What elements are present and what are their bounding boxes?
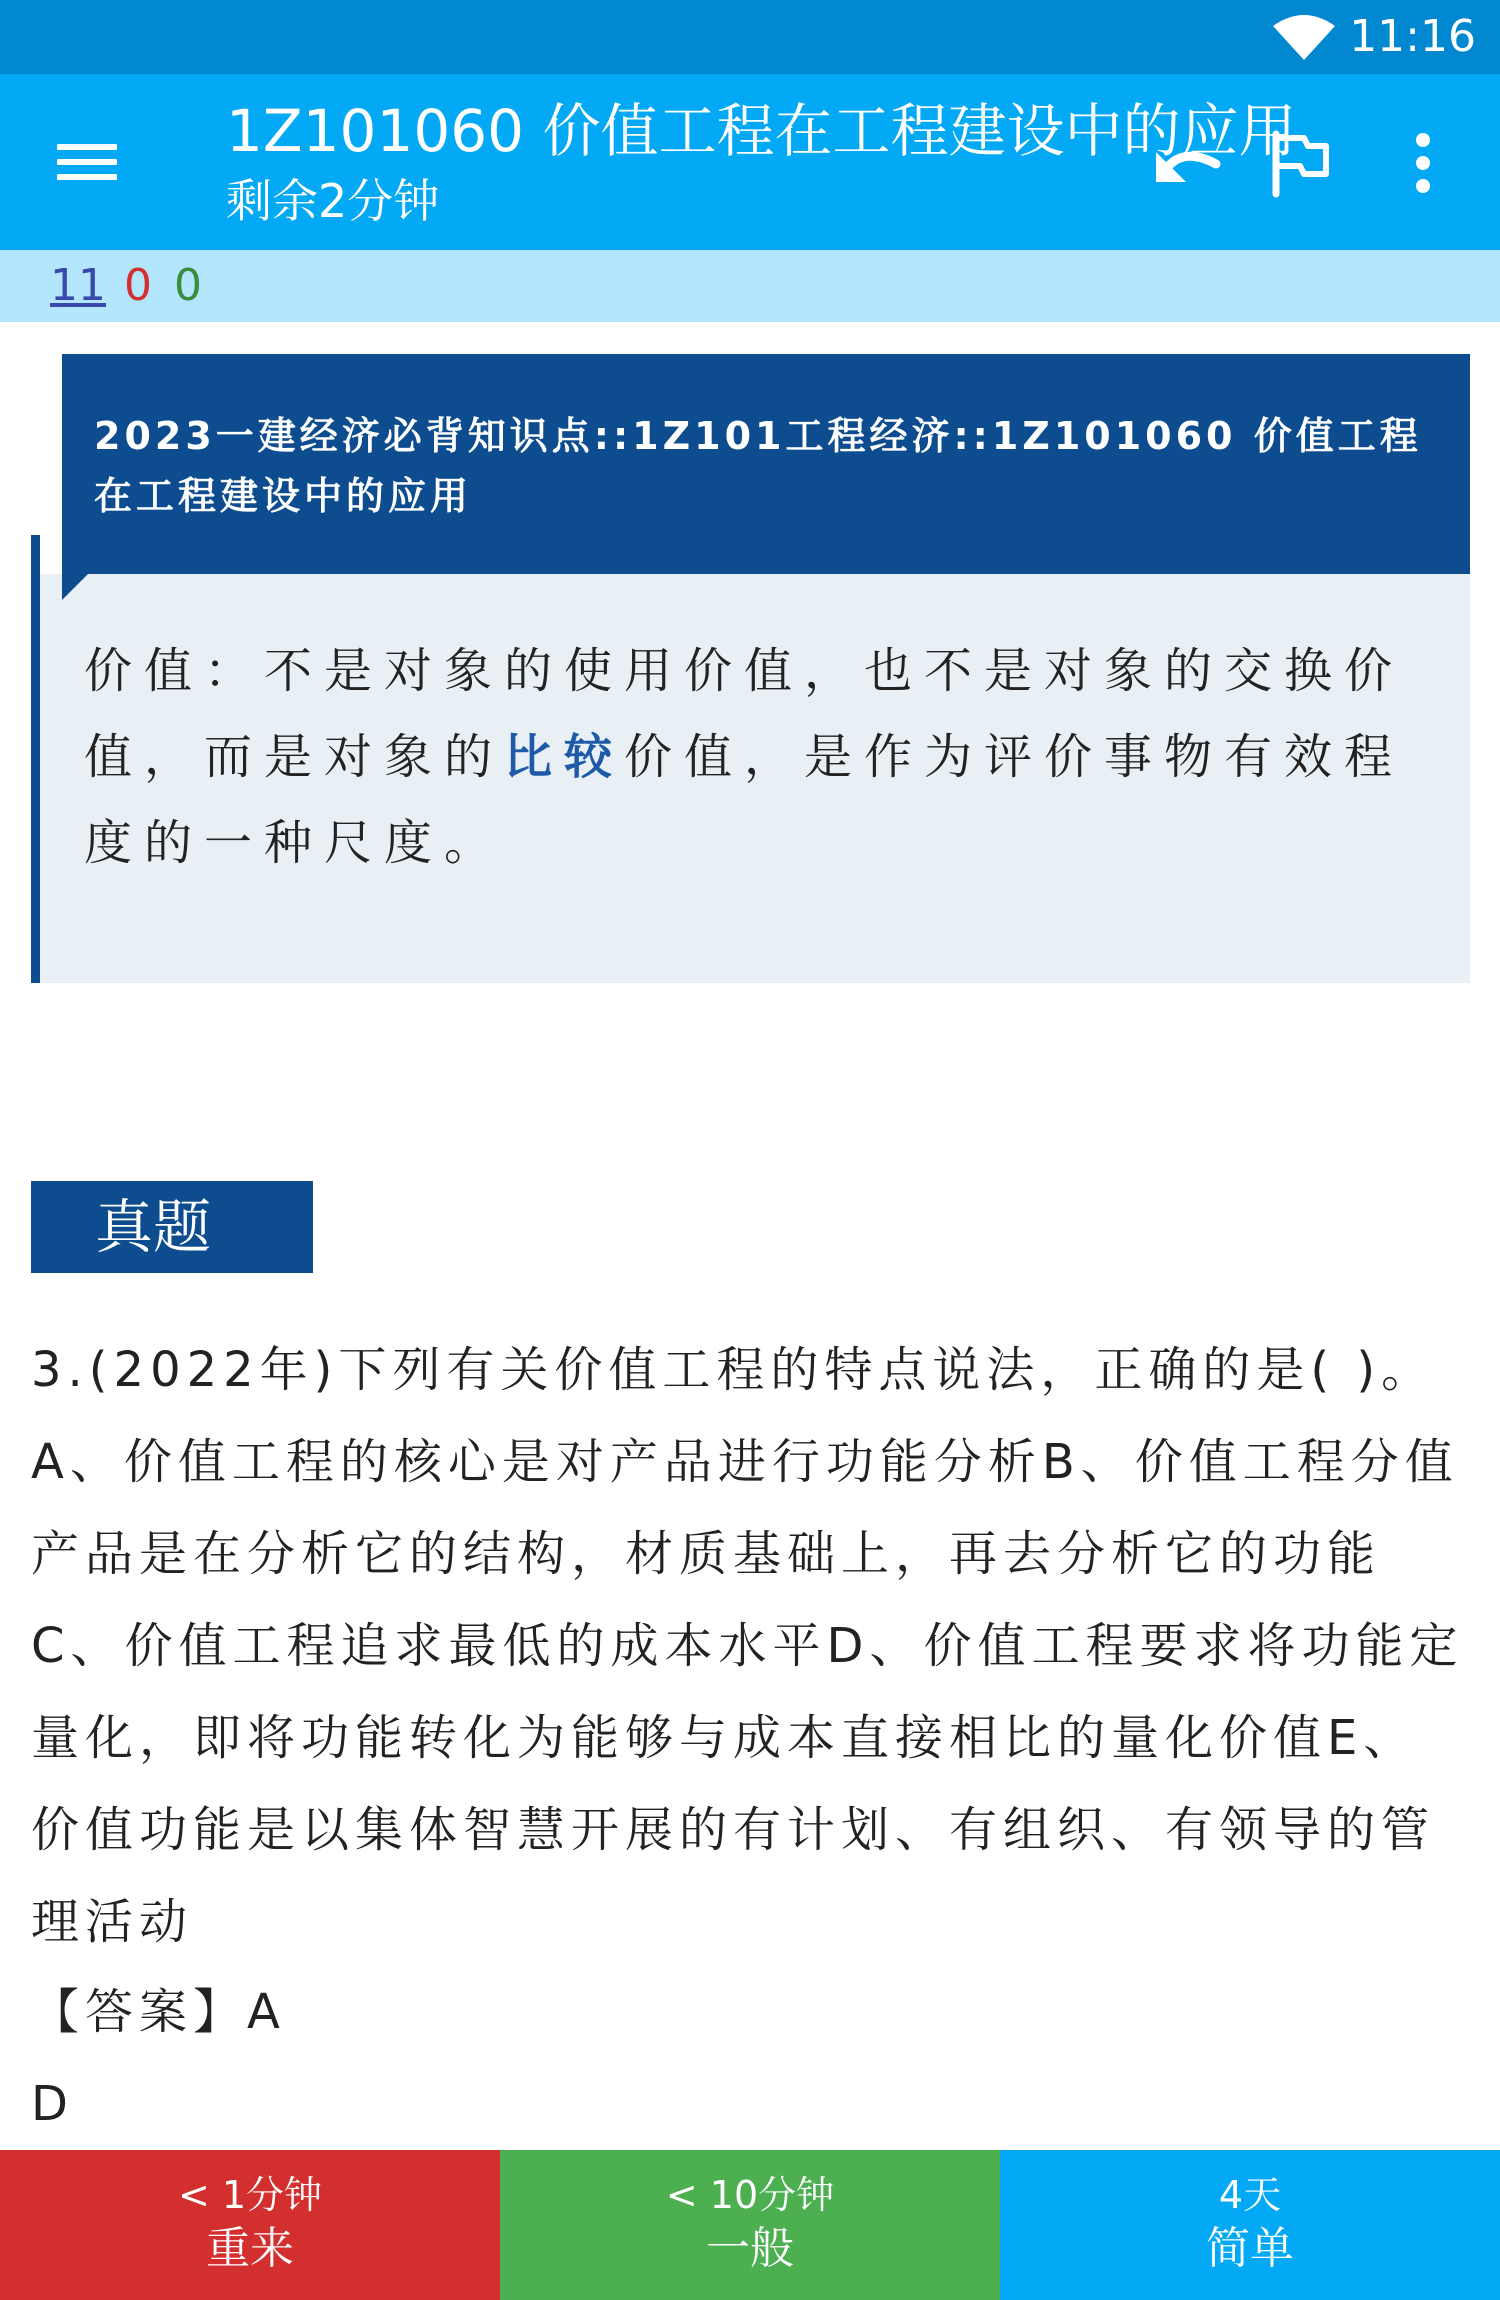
time-remaining: 剩余2分钟 xyxy=(226,174,440,228)
easy-button[interactable] xyxy=(1000,2150,1500,2300)
status-time: 11:16 xyxy=(1349,11,1476,62)
definition-highlight: 比较 xyxy=(504,729,625,785)
section-tag xyxy=(31,1181,313,1273)
card-fold xyxy=(62,574,88,600)
card-accent-bar xyxy=(31,535,40,983)
good-interval: < 10分钟 xyxy=(665,2173,835,2217)
learning-count: 0 xyxy=(124,260,152,311)
wifi-icon xyxy=(1273,16,1335,60)
section-tag-label: 真题 xyxy=(95,1193,212,1261)
new-count: 11 xyxy=(50,260,106,311)
extra-text: D xyxy=(31,2076,68,2132)
good-label: 一般 xyxy=(706,2223,794,2274)
app-bar xyxy=(0,74,1500,250)
review-count: 0 xyxy=(174,260,202,311)
easy-label: 简单 xyxy=(1206,2223,1294,2274)
again-button[interactable] xyxy=(0,2150,500,2300)
card-definition xyxy=(84,628,1424,886)
easy-interval: 4天 xyxy=(1218,2173,1282,2217)
again-interval: < 1分钟 xyxy=(177,2173,323,2217)
answer-text: 【答案】A xyxy=(31,1984,286,2040)
good-button[interactable] xyxy=(500,2150,1000,2300)
more-vert-icon[interactable] xyxy=(1388,118,1458,208)
answer-buttons xyxy=(0,2150,1500,2300)
card-header xyxy=(62,354,1470,574)
menu-icon[interactable] xyxy=(40,126,134,198)
deck-path: 2023一建经济必背知识点::1Z101工程经济::1Z101060 价值工程在工程建设中的应用 xyxy=(94,414,1422,518)
card-counts xyxy=(0,250,1500,322)
deck-title: 1Z101060 价值工程在工程建设中的应用 xyxy=(226,97,1297,165)
undo-icon[interactable] xyxy=(1142,118,1232,208)
status-bar xyxy=(0,0,1500,74)
again-label: 重来 xyxy=(206,2223,294,2274)
question-text: 3.(2022年)下列有关价值工程的特点说法，正确的是( )。A、价值工程的核心是对产品进行功能分析B、价值工程分值产品是在分析它的结构，材质基础上，再去分析它的功能C、价值工程追求最低的成本水平D、价值工程要求将功能定量化，即将功能转化为能够与成本直接相比的量化价值E、价值功能是以集体智慧开展的有计划、有组织、有领导的管理活动 xyxy=(31,1342,1464,1950)
definition-text: 价值：不是对象的使用价值，也不是对象的交换价值，而是对象的 xyxy=(84,643,1405,785)
flag-icon[interactable] xyxy=(1254,118,1344,208)
definition-text-end: 价值，是作为评价事物有效程度的一种尺度。 xyxy=(84,729,1405,871)
